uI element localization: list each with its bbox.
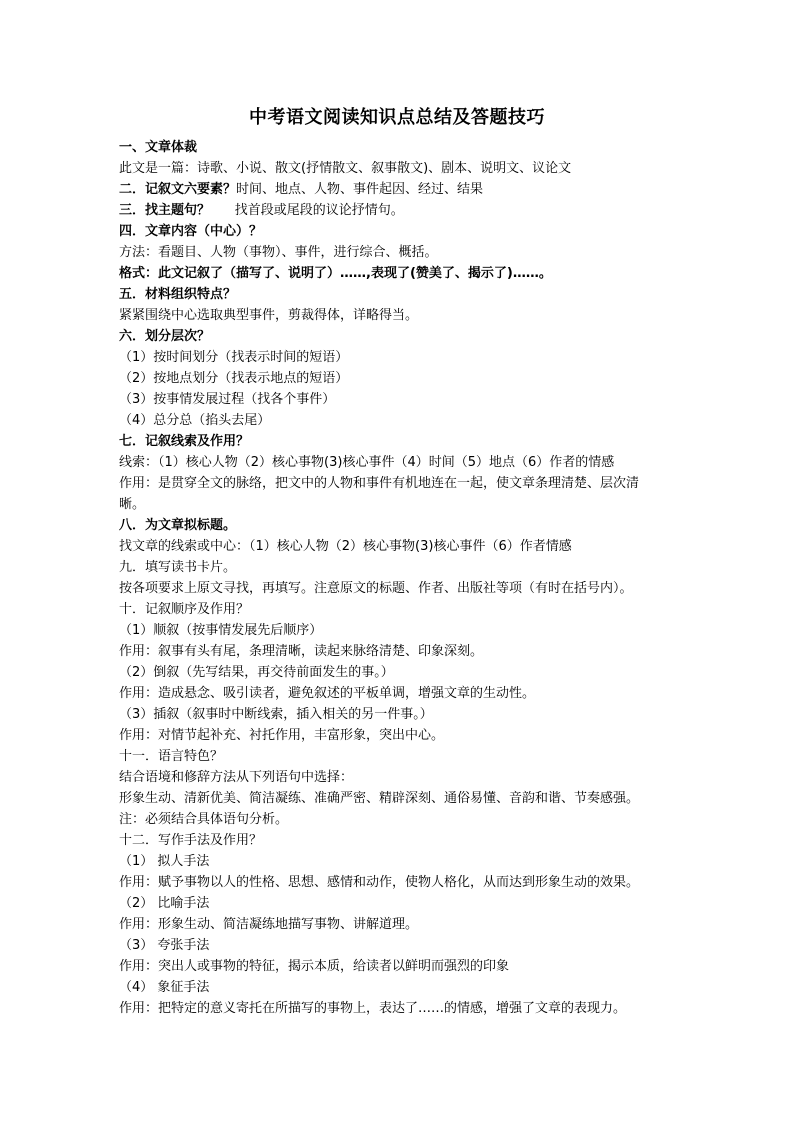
document-line: 八．为文章拟标题。 — [119, 518, 237, 533]
document-body — [119, 137, 679, 1019]
document-line: （3）插叙（叙事时中断线索，插入相关的另一件事。） — [119, 707, 433, 722]
document-line: （1） 拟人手法 — [119, 854, 210, 869]
document-line: （1）按时间划分（找表示时间的短语） — [119, 350, 349, 365]
document-line: 方法：看题目、人物（事物）、事件，进行综合、概括。 — [119, 245, 438, 260]
section-heading: 三．找主题句？ — [119, 203, 211, 218]
document-line: 一、文章体裁 — [119, 140, 198, 155]
document-line: 作用：是贯穿全文的脉络，把文中的人物和事件有机地连在一起，使文章条理清楚、层次清 — [119, 476, 640, 491]
document-line: 线索：（1）核心人物（2）核心事物(3)核心事件（4）时间（5）地点（6）作者的情感 — [119, 455, 615, 470]
document-line: 作用：形象生动、简洁凝练地描写事物、讲解道理。 — [119, 917, 419, 932]
document-line: （3）按事情发展过程（找各个事件） — [119, 392, 336, 407]
document-line: （2）按地点划分（找表示地点的短语） — [119, 371, 349, 386]
document-line: 十二．写作手法及作用？ — [119, 833, 263, 848]
document-line: （2） 比喻手法 — [119, 896, 210, 911]
document-line: 作用：突出人或事物的特征，揭示本质，给读者以鲜明而强烈的印象 — [119, 959, 510, 974]
document-line: 九．填写读书卡片。 — [119, 560, 237, 575]
document-line: 作用：把特定的意义寄托在所描写的事物上，表达了……的情感，增强了文章的表现力。 — [119, 1001, 627, 1016]
document-line: 七．记叙线索及作用？ — [119, 434, 250, 449]
document-line: 晰。 — [119, 497, 146, 512]
document-line: 作用：叙事有头有尾，条理清晰，读起来脉络清楚、印象深刻。 — [119, 644, 484, 659]
document-line — [119, 179, 679, 200]
section-text: 找首段或尾段的议论抒情句。 — [210, 203, 404, 218]
section-text: 时间、地点、人物、事件起因、经过、结果 — [236, 182, 484, 197]
document-line: 作用：赋予事物以人的性格、思想、感情和动作，使物人格化，从而达到形象生动的效果。 — [119, 875, 640, 890]
document-line: 找文章的线索或中心：（1）核心人物（2）核心事物(3)核心事件（6）作者情感 — [119, 539, 572, 554]
document-line: （4） 象征手法 — [119, 980, 210, 995]
document-line: 五．材料组织特点？ — [119, 287, 237, 302]
document-line: 结合语境和修辞方法从下列语句中选择： — [119, 770, 354, 785]
document-line: （4）总分总（掐头去尾） — [119, 413, 271, 428]
page-title: 中考语文阅读知识点总结及答题技巧 — [249, 107, 545, 128]
document-line: 按各项要求上原文寻找，再填写。注意原文的标题、作者、出版社等项（有时在括号内）。 — [119, 581, 633, 596]
document-line: 作用：对情节起补充、衬托作用，丰富形象，突出中心。 — [119, 728, 445, 743]
document-line: 四．文章内容（中心）？ — [119, 224, 263, 239]
document-line: 十一．语言特色？ — [119, 749, 224, 764]
document-line: 此文是一篇：诗歌、小说、散文(抒情散文、叙事散文)、剧本、说明文、议论文 — [119, 161, 572, 176]
document-line: （3） 夸张手法 — [119, 938, 210, 953]
document-line: 注：必须结合具体语句分析。 — [119, 812, 289, 827]
document-line: 十．记叙顺序及作用？ — [119, 602, 250, 617]
document-line: （2）倒叙（先写结果，再交待前面发生的事。） — [119, 665, 394, 680]
document-line: 格式：此文记叙了（描写了、说明了）……,表现了(赞美了、揭示了)……。 — [119, 266, 552, 281]
document-line — [119, 200, 679, 221]
document-line: 作用：造成悬念、吸引读者，避免叙述的平板单调，增强文章的生动性。 — [119, 686, 536, 701]
document-line: 六．划分层次？ — [119, 329, 211, 344]
document-line: 紧紧围绕中心选取典型事件，剪裁得体，详略得当。 — [119, 308, 419, 323]
document-line: 形象生动、清新优美、简洁凝练、准确严密、精辟深刻、通俗易懂、音韵和谐、节奏感强。 — [119, 791, 640, 806]
section-heading: 二．记叙文六要素？ — [119, 182, 237, 197]
document-line: （1）顺叙（按事情发展先后顺序） — [119, 623, 323, 638]
